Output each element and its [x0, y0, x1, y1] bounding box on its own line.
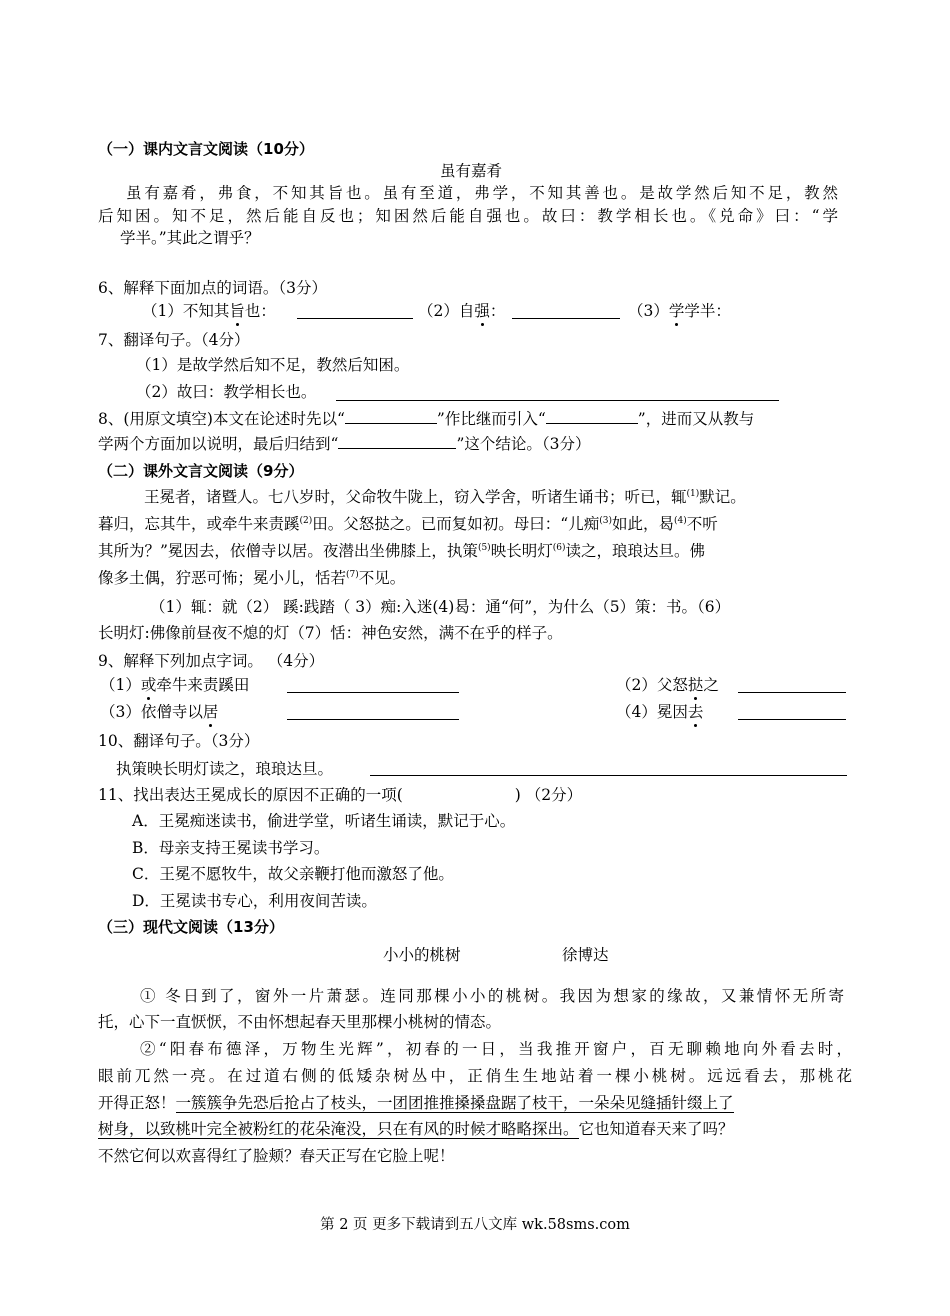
essay-paragraph-2-line-1: ②“阳春布德泽，万物生光辉”，初春的一日，当我推开窗户，百无聊赖地向外看去时， — [140, 1040, 852, 1058]
section-heading-classical-extracurricular: （二）课外文言文阅读（9分） — [98, 462, 304, 480]
question-6-item-1: （1）不知其旨也： — [142, 302, 276, 320]
passage2-line-3: 其所为？”冕因去，依僧寺以居。夜潜出坐佛膝上，执策$^{(5)}$映长明灯$^{(6)}$读之，琅琅达旦。佛 — [98, 542, 705, 560]
answer-blank-8-3[interactable] — [338, 434, 456, 449]
answer-blank-9-3[interactable] — [287, 719, 459, 720]
question-9-item-1: （1）或牵牛来责蹊田 — [100, 676, 250, 694]
question-9-item-4: （4）冕因去 — [616, 703, 704, 721]
section-heading-classical-in-class: （一）课内文言文阅读（10分） — [98, 140, 314, 158]
question-10-stem: 10、翻译句子。（3分） — [98, 732, 260, 750]
passage-line-2: 后知困。知不足，然后能自反也；知困然后能自强也。故曰：教学相长也。《兑命》曰：“学 — [98, 207, 838, 225]
footnotes-line-2: 长明灯:佛像前昼夜不熄的灯（7）恬：神色安然，满不在乎的样子。 — [98, 624, 563, 642]
question-7-sentence-2: （2）故曰：教学相长也。 — [136, 383, 317, 401]
essay-paragraph-1-line-1: ① 冬日到了，窗外一片萧瑟。连同那棵小小的桃树。我因为想家的缘故，又兼情怀无所寄 — [140, 987, 844, 1005]
footnotes-line-1: （1）辄：就（2） 蹊:践踏（ 3）痴:入迷(4)曷：通“何”，为什么（5）策：书。（6） — [150, 598, 731, 616]
answer-blank-8-1[interactable] — [345, 409, 437, 424]
question-11-stem: 11、找出表达王冕成长的原因不正确的一项( ) （2分） — [98, 786, 583, 804]
question-9-stem: 9、解释下列加点字词。 （4分） — [98, 652, 325, 670]
passage-line-1: 虽有嘉肴，弗食，不知其旨也。虽有至道，弗学，不知其善也。是故学然后知不足，教然 — [126, 184, 838, 202]
answer-blank-9-4[interactable] — [738, 719, 846, 720]
question-6-stem: 6、解释下面加点的词语。（3分） — [98, 279, 327, 297]
question-8-line-1: 8、(用原文填空)本文在论述时先以“ ”作比继而引入“ ”，进而又从教与 — [98, 410, 755, 428]
essay-paragraph-2-line-2: 眼前兀然一亮。在过道右侧的低矮杂树丛中，正俏生生地站着一棵小桃树。远远看去，那桃花 — [98, 1067, 852, 1085]
option-b[interactable]: B．母亲支持王冕读书学习。 — [132, 839, 330, 857]
passage-title: 虽有嘉肴 — [440, 162, 503, 180]
essay-paragraph-2-line-5: 不然它何以欢喜得红了脸颊？春天正写在它脸上呢！ — [98, 1147, 455, 1165]
essay-paragraph-1-line-2: 托，心下一直恹恹，不由怀想起春天里那棵小桃树的情态。 — [98, 1013, 502, 1031]
essay-title: 小小的桃树 — [383, 946, 461, 964]
question-7-stem: 7、翻译句子。（4分） — [98, 331, 250, 349]
question-9-item-3: （3）依僧寺以居 — [100, 703, 219, 721]
question-9-item-2: （2）父怒挞之 — [616, 676, 719, 694]
answer-blank-9-1[interactable] — [287, 692, 459, 693]
question-8-line-2: 学两个方面加以说明，最后归结到“ ”这个结论。（3分） — [98, 435, 591, 453]
question-10-sentence: 执策映长明灯读之，琅琅达旦。 — [116, 760, 334, 778]
option-a[interactable]: A．王冕痴迷读书，偷进学堂，听诸生诵读，默记于心。 — [132, 812, 516, 830]
option-d[interactable]: D．王冕读书专心，利用夜间苦读。 — [132, 892, 377, 910]
underlined-sentence-continued: 树身，以致桃叶完全被粉红的花朵淹没，只在有风的时候才略略探出。 — [98, 1120, 579, 1138]
question-6-item-2: （2）自强： — [418, 302, 506, 320]
answer-blank-10[interactable] — [370, 775, 847, 776]
underlined-sentence: 一簇簇争先恐后抢占了枝头，一团团推推搡搡盘踞了枝干，一朵朵见缝插针缀上了 — [175, 1094, 734, 1112]
answer-blank-6-1[interactable] — [297, 318, 413, 319]
passage2-line-4: 像多土偶，狞恶可怖；冕小儿，恬若$^{(7)}$不见。 — [98, 569, 406, 587]
section-heading-modern-reading: （三）现代文阅读（13分） — [98, 918, 284, 936]
answer-blank-9-2[interactable] — [738, 692, 846, 693]
question-7-sentence-1: （1）是故学然后知不足，教然后知困。 — [136, 356, 410, 374]
option-c[interactable]: C．王冕不愿牧牛，故父亲鞭打他而激怒了他。 — [132, 865, 454, 883]
passage2-line-2: 暮归，忘其牛，或牵牛来责蹊$^{(2)}$田。父怒挞之。已而复如初。母曰：“儿痴$^{(3)}$如此，曷$^{(4)}$不听 — [98, 515, 718, 533]
answer-blank-6-2[interactable] — [512, 318, 620, 319]
question-6-item-3: （3）学学半： — [628, 302, 731, 320]
passage-line-3: 学半。”其此之谓乎？ — [120, 229, 260, 247]
answer-blank-8-2[interactable] — [546, 409, 638, 424]
essay-paragraph-2-line-4: 树身，以致桃叶完全被粉红的花朵淹没，只在有风的时候才略略探出。它也知道春天来了吗？ — [98, 1120, 734, 1138]
passage2-line-1: 王冕者，诸暨人。七八岁时，父命牧牛陇上，窃入学舍，听诸生诵书；听已，辄$^{(1)}$默记。 — [144, 488, 746, 506]
essay-paragraph-2-line-3: 开得正怒！一簇簇争先恐后抢占了枝头，一团团推推搡搡盘踞了枝干，一朵朵见缝插针缀上了 — [98, 1094, 734, 1112]
essay-author: 徐博达 — [562, 946, 609, 964]
page-footer: 第 2 页 更多下载请到五八文库 wk.58sms.com — [320, 1217, 630, 1233]
answer-blank-7-2[interactable] — [336, 400, 779, 401]
